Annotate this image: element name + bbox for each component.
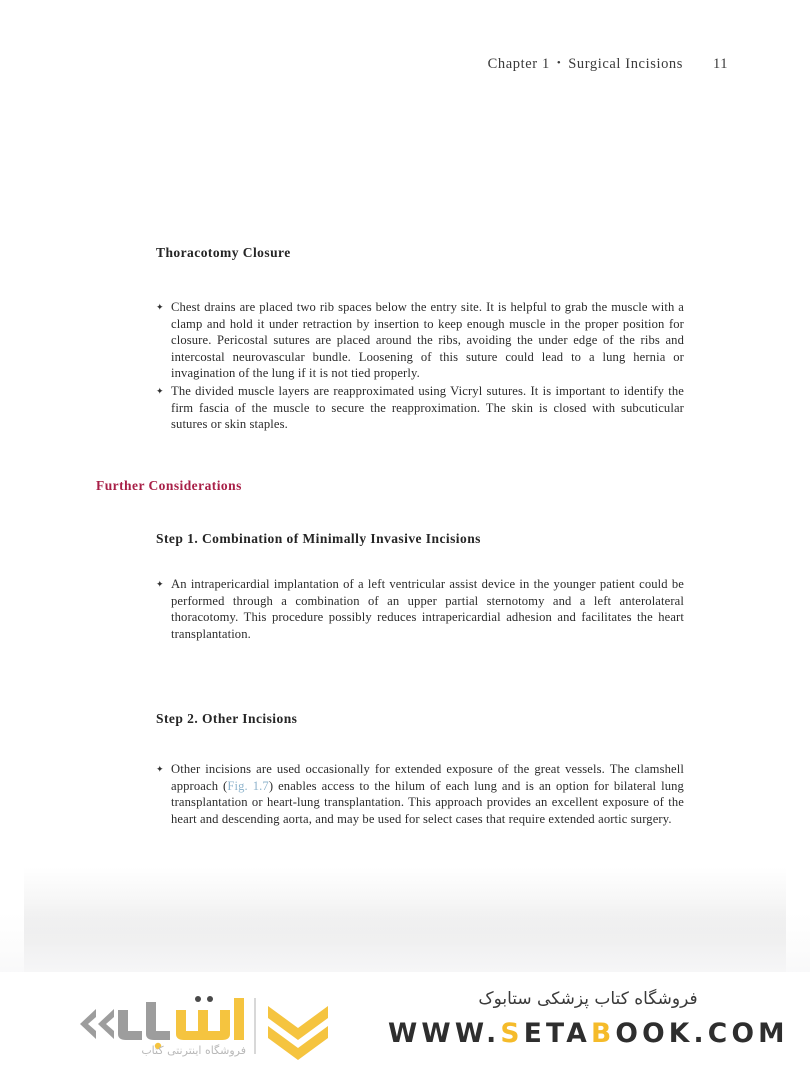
bullet-list-step-1 bbox=[156, 576, 684, 642]
diamond-bullet-icon: ✦ bbox=[156, 579, 164, 589]
heading-step-2: Step 2. Other Incisions bbox=[156, 711, 298, 726]
list-item-text: The divided muscle layers are reapproximated using Vicryl sutures. It is important to identify the firm fascia of the muscle to secure the reapproximation. The skin is closed with subcuticular sutures or skin staples. bbox=[171, 383, 684, 432]
list-item-text-after-ref: ) enables access to the hilum of each lung and is an option for bilateral lung transplantation or heart-lung transplantation. This approach provides an excellent exposure of the heart and descending aorta, and may be used for select cases that require extended aortic surgery. bbox=[171, 778, 684, 826]
brand-text-block bbox=[388, 986, 788, 1049]
url-part-3: OOK.COM bbox=[615, 1018, 789, 1049]
bullet-list-step-2 bbox=[156, 761, 684, 827]
page-bottom-shadow-edge bbox=[0, 912, 810, 972]
watermark-footer bbox=[0, 972, 810, 1080]
page-number: 11 bbox=[713, 56, 728, 72]
brand-website-url[interactable] bbox=[388, 1018, 788, 1049]
heading-step-1: Step 1. Combination of Minimally Invasive Incisions bbox=[156, 531, 481, 546]
brand-tagline-farsi: فروشگاه کتاب پزشکی ستابوک bbox=[478, 989, 698, 1009]
url-highlight-b: B bbox=[590, 1018, 616, 1049]
list-item bbox=[156, 761, 684, 827]
url-part-1: WWW. bbox=[388, 1018, 501, 1049]
heading-thoracotomy-closure: Thoracotomy Closure bbox=[156, 245, 291, 260]
bullet-list-thoracotomy-closure bbox=[156, 299, 684, 433]
diamond-bullet-icon: ✦ bbox=[156, 302, 164, 312]
list-item bbox=[156, 576, 684, 642]
page-bottom-shadow bbox=[24, 867, 786, 972]
list-item-text-before-ref: Other incisions are used occasionally for extended exposure of the great vessels. The clamshell approach ( bbox=[171, 762, 684, 793]
url-highlight-s: S bbox=[500, 1018, 524, 1049]
running-head-chapter: Chapter 1 bbox=[487, 56, 550, 72]
setabook-logo-mark bbox=[58, 984, 328, 1070]
list-item-text: Chest drains are placed two rib spaces below the entry site. It is helpful to grab the muscle with a clamp and hold it under retraction by insertion to keep enough muscle in the proper position for closure. Pericostal sutures are placed around the ribs, avoiding the under edge of the ribs and intercostal neurovascular bundle. Loosening of this suture could lead to a lung hernia or invagination of the lung if it is not tied properly. bbox=[171, 300, 684, 381]
diamond-bullet-icon: ✦ bbox=[156, 764, 164, 774]
heading-further-considerations: Further Considerations bbox=[96, 478, 242, 493]
diamond-bullet-icon: ✦ bbox=[156, 385, 164, 396]
list-item bbox=[156, 383, 684, 433]
logo-tagline: فروشگاه اینترنتی کتاب bbox=[141, 1044, 246, 1057]
list-item bbox=[156, 299, 684, 382]
figure-reference-link[interactable]: Fig. 1.7 bbox=[227, 778, 269, 793]
running-head-separator-dot: • bbox=[556, 57, 562, 69]
running-head bbox=[488, 56, 728, 73]
list-item-text: An intrapericardial implantation of a left ventricular assist device in the younger patient could be performed through a combination of an upper partial sternotomy and a left anterolateral thoracotomy. This procedure possibly reduces intrapericardial adhesion and facilitates the heart transplantation. bbox=[171, 577, 684, 641]
setabook-logo[interactable] bbox=[58, 984, 328, 1070]
running-head-title: Surgical Incisions bbox=[568, 56, 684, 72]
url-part-2: ETA bbox=[523, 1018, 591, 1049]
